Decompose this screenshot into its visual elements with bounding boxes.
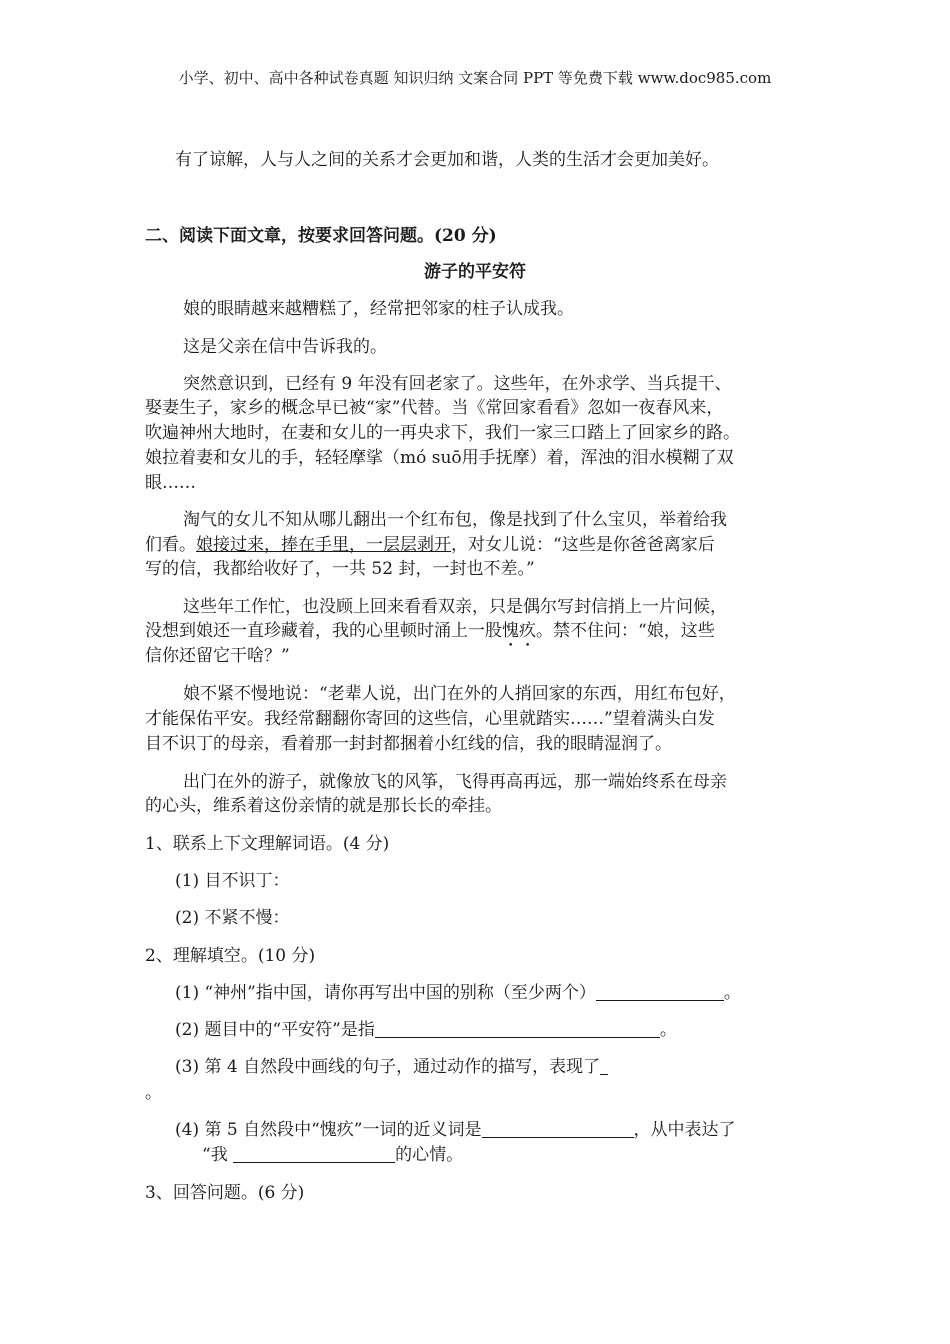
question-2-item	[175, 1018, 677, 1042]
paragraph-4-line: 写的信，我都给收好了，一共 52 封，一封也不差。”	[145, 559, 535, 579]
question-2-title: 2、理解填空。(10 分)	[145, 946, 316, 966]
text-run: (1) “神州”指中国，请你再写出中国的别称（至少两个）	[175, 983, 596, 1003]
question-2-item	[175, 1118, 736, 1142]
answer-blank[interactable]	[600, 1056, 608, 1075]
paragraph-7-line: 的心头，维系着这份亲情的就是那长长的牵挂。	[145, 796, 502, 816]
paragraph-2: 这是父亲在信中告诉我的。	[183, 337, 387, 357]
answer-blank[interactable]	[482, 1119, 634, 1138]
text-run: 。禁不住问：“娘，这些	[536, 621, 715, 641]
question-3-title: 3、回答问题。(6 分)	[145, 1183, 305, 1203]
paragraph-3-line: 娘拉着妻和女儿的手，轻轻摩挲（mó suō用手抚摩）着，浑浊的泪水模糊了双	[145, 448, 734, 468]
underlined-sentence: 娘接过来，捧在手里，一层层剥开	[196, 535, 451, 555]
question-1-item: (1) 目不识丁：	[175, 871, 290, 891]
paragraph-3-line: 突然意识到，已经有 9 年没有回老家了。这些年，在外求学、当兵提干、	[183, 374, 732, 394]
text-run: (4) 第 5 自然段中“愧疚”一词的近义词是	[175, 1120, 482, 1140]
article-title: 游子的平安符	[424, 262, 526, 282]
text-run: 。	[723, 983, 741, 1003]
answer-blank[interactable]	[375, 1019, 660, 1038]
section-heading: 二、阅读下面文章，按要求回答问题。(20 分)	[145, 226, 497, 246]
question-2-item-end: 。	[145, 1083, 162, 1103]
text-run: “我	[202, 1145, 234, 1165]
text-run: ，对女儿说：“这些是你爸爸离家后	[451, 535, 715, 555]
text-run: 们看。	[145, 535, 196, 555]
paragraph-4-line: 淘气的女儿不知从哪儿翻出一个红布包，像是找到了什么宝贝，举着给我	[183, 510, 727, 530]
answer-blank[interactable]	[596, 982, 724, 1001]
paragraph-4-line	[145, 533, 715, 557]
text-run: 没想到娘还一直珍藏着，我的心里顿时涌上一股	[145, 621, 502, 641]
intro-sentence: 有了谅解，人与人之间的关系才会更加和谐，人类的生活才会更加美好。	[175, 150, 719, 170]
question-2-item-cont	[202, 1143, 463, 1167]
text-run: 。	[659, 1020, 677, 1040]
paragraph-5-line: 这些年工作忙，也没顾上回来看看双亲，只是偶尔写封信捎上一片问候，	[183, 597, 727, 617]
paragraph-1: 娘的眼睛越来越糟糕了，经常把邻家的柱子认成我。	[183, 299, 574, 319]
paragraph-7-line: 出门在外的游子，就像放飞的风筝，飞得再高再远，那一端始终系在母亲	[183, 772, 727, 792]
text-run: ，从中表达了	[633, 1120, 736, 1140]
paragraph-3-line: 娶妻生子，家乡的概念早已被“家”代替。当《常回家看看》忽如一夜春风来，	[145, 398, 724, 418]
paragraph-5-line: 信你还留它干啥？”	[145, 646, 290, 666]
paragraph-3-line: 吹遍神州大地时，在妻和女儿的一再央求下，我们一家三口踏上了回家乡的路。	[145, 423, 740, 443]
question-2-item	[175, 981, 741, 1005]
emphasized-word: 愧疚	[502, 621, 536, 641]
question-2-item	[175, 1055, 608, 1079]
page-header: 小学、初中、高中各种试卷真题 知识归纳 文案合同 PPT 等免费下载 www.doc985.com	[178, 69, 772, 87]
answer-blank[interactable]	[233, 1144, 395, 1163]
text-run: 的心情。	[395, 1145, 464, 1165]
paragraph-3-line: 眼……	[145, 473, 196, 493]
paragraph-6-line: 才能保佑平安。我经常翻翻你寄回的这些信，心里就踏实……”望着满头白发	[145, 709, 715, 729]
paragraph-6-line: 目不识丁的母亲，看着那一封封都捆着小红线的信，我的眼睛湿润了。	[145, 734, 672, 754]
text-run: (3) 第 4 自然段中画线的句子，通过动作的描写，表现了	[175, 1057, 601, 1077]
question-1-title: 1、联系上下文理解词语。(4 分)	[145, 834, 390, 854]
text-run: (2) 题目中的“平安符”是指	[175, 1020, 375, 1040]
paragraph-6-line: 娘不紧不慢地说：“老辈人说，出门在外的人捎回家的东西，用红布包好，	[183, 684, 736, 704]
question-1-item: (2) 不紧不慢：	[175, 908, 290, 928]
